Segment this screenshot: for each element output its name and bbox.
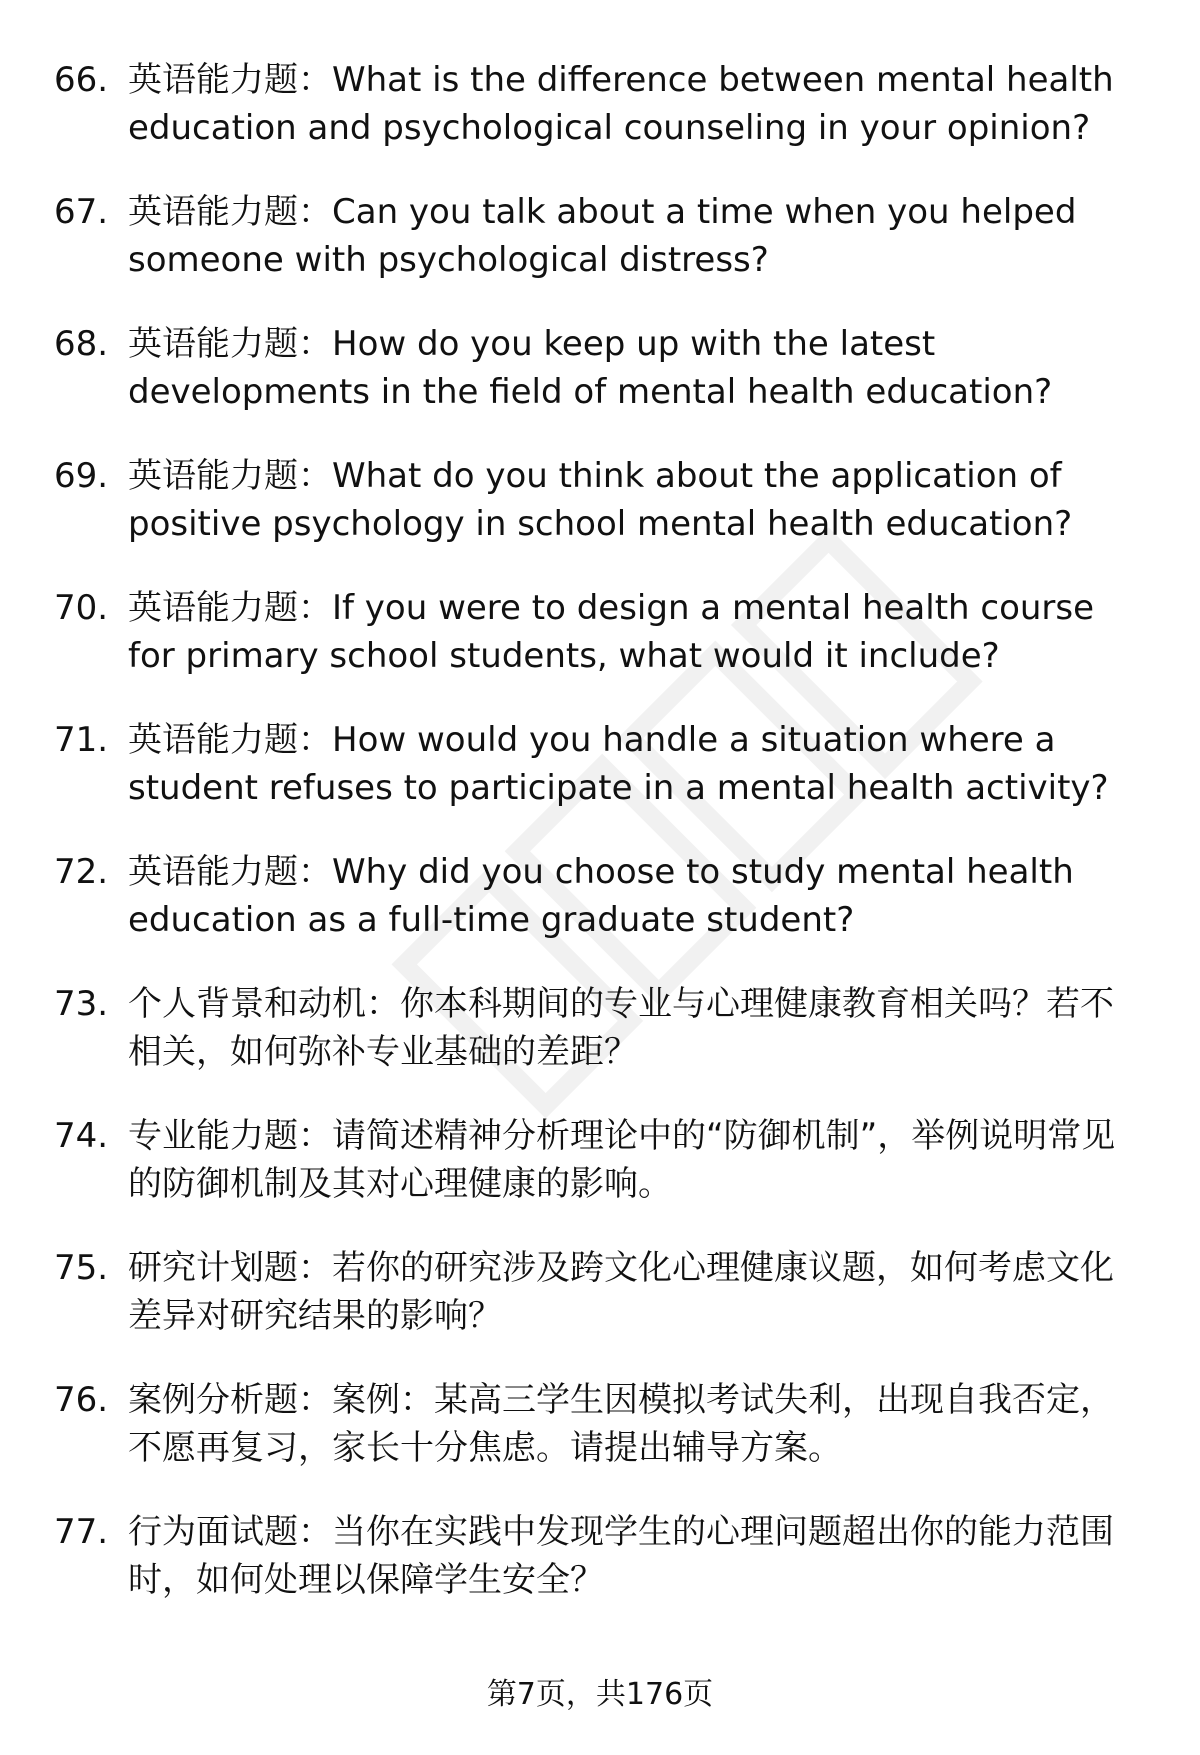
question-number: 75. bbox=[54, 1248, 109, 1288]
question-number: 67. bbox=[54, 192, 109, 232]
page-indicator: 第7页，共176页 bbox=[486, 1677, 714, 1712]
question-item bbox=[54, 1376, 1144, 1508]
question-item bbox=[54, 188, 1144, 320]
question-item bbox=[54, 1112, 1144, 1244]
question-item bbox=[54, 848, 1144, 980]
question-number: 68. bbox=[54, 324, 109, 364]
question-text: 英语能力题：What do you think about the application of positive psychology in school mental health education? bbox=[128, 456, 1073, 544]
question-number: 72. bbox=[54, 852, 109, 892]
question-item bbox=[54, 1508, 1144, 1640]
question-text: 专业能力题：请简述精神分析理论中的“防御机制”，举例说明常见的防御机制及其对心理健康的影响。 bbox=[128, 1116, 1116, 1204]
question-text: 行为面试题：当你在实践中发现学生的心理问题超出你的能力范围时，如何处理以保障学生安全？ bbox=[128, 1512, 1114, 1600]
question-item bbox=[54, 320, 1144, 452]
question-text: 英语能力题：How would you handle a situation where a student refuses to participate in a mental health activity? bbox=[128, 720, 1109, 808]
question-number: 69. bbox=[54, 456, 109, 496]
question-list bbox=[54, 56, 1144, 1640]
question-item bbox=[54, 56, 1144, 188]
question-number: 66. bbox=[54, 60, 109, 100]
question-item bbox=[54, 452, 1144, 584]
question-item bbox=[54, 1244, 1144, 1376]
question-text: 英语能力题：Can you talk about a time when you helped someone with psychological distress? bbox=[128, 192, 1077, 280]
question-number: 76. bbox=[54, 1380, 109, 1420]
question-item bbox=[54, 980, 1144, 1112]
question-text: 英语能力题：If you were to design a mental health course for primary school students, what would it include? bbox=[128, 588, 1095, 676]
question-text: 研究计划题：若你的研究涉及跨文化心理健康议题，如何考虑文化差异对研究结果的影响？ bbox=[128, 1248, 1114, 1336]
question-item bbox=[54, 716, 1144, 848]
question-number: 74. bbox=[54, 1116, 109, 1156]
question-text: 英语能力题：How do you keep up with the latest developments in the field of mental health education? bbox=[128, 324, 1053, 412]
question-number: 77. bbox=[54, 1512, 109, 1552]
question-item bbox=[54, 584, 1144, 716]
question-text: 英语能力题：Why did you choose to study mental health education as a full-time graduate student? bbox=[128, 852, 1074, 940]
question-number: 71. bbox=[54, 720, 109, 760]
question-number: 70. bbox=[54, 588, 109, 628]
question-text: 英语能力题：What is the difference between mental health education and psychological counseling in your opinion? bbox=[128, 60, 1114, 148]
question-number: 73. bbox=[54, 984, 109, 1024]
question-text: 个人背景和动机：你本科期间的专业与心理健康教育相关吗？若不相关，如何弥补专业基础的差距？ bbox=[128, 984, 1114, 1072]
question-text: 案例分析题：案例：某高三学生因模拟考试失利，出现自我否定，不愿再复习，家长十分焦虑。请提出辅导方案。 bbox=[128, 1380, 1114, 1468]
